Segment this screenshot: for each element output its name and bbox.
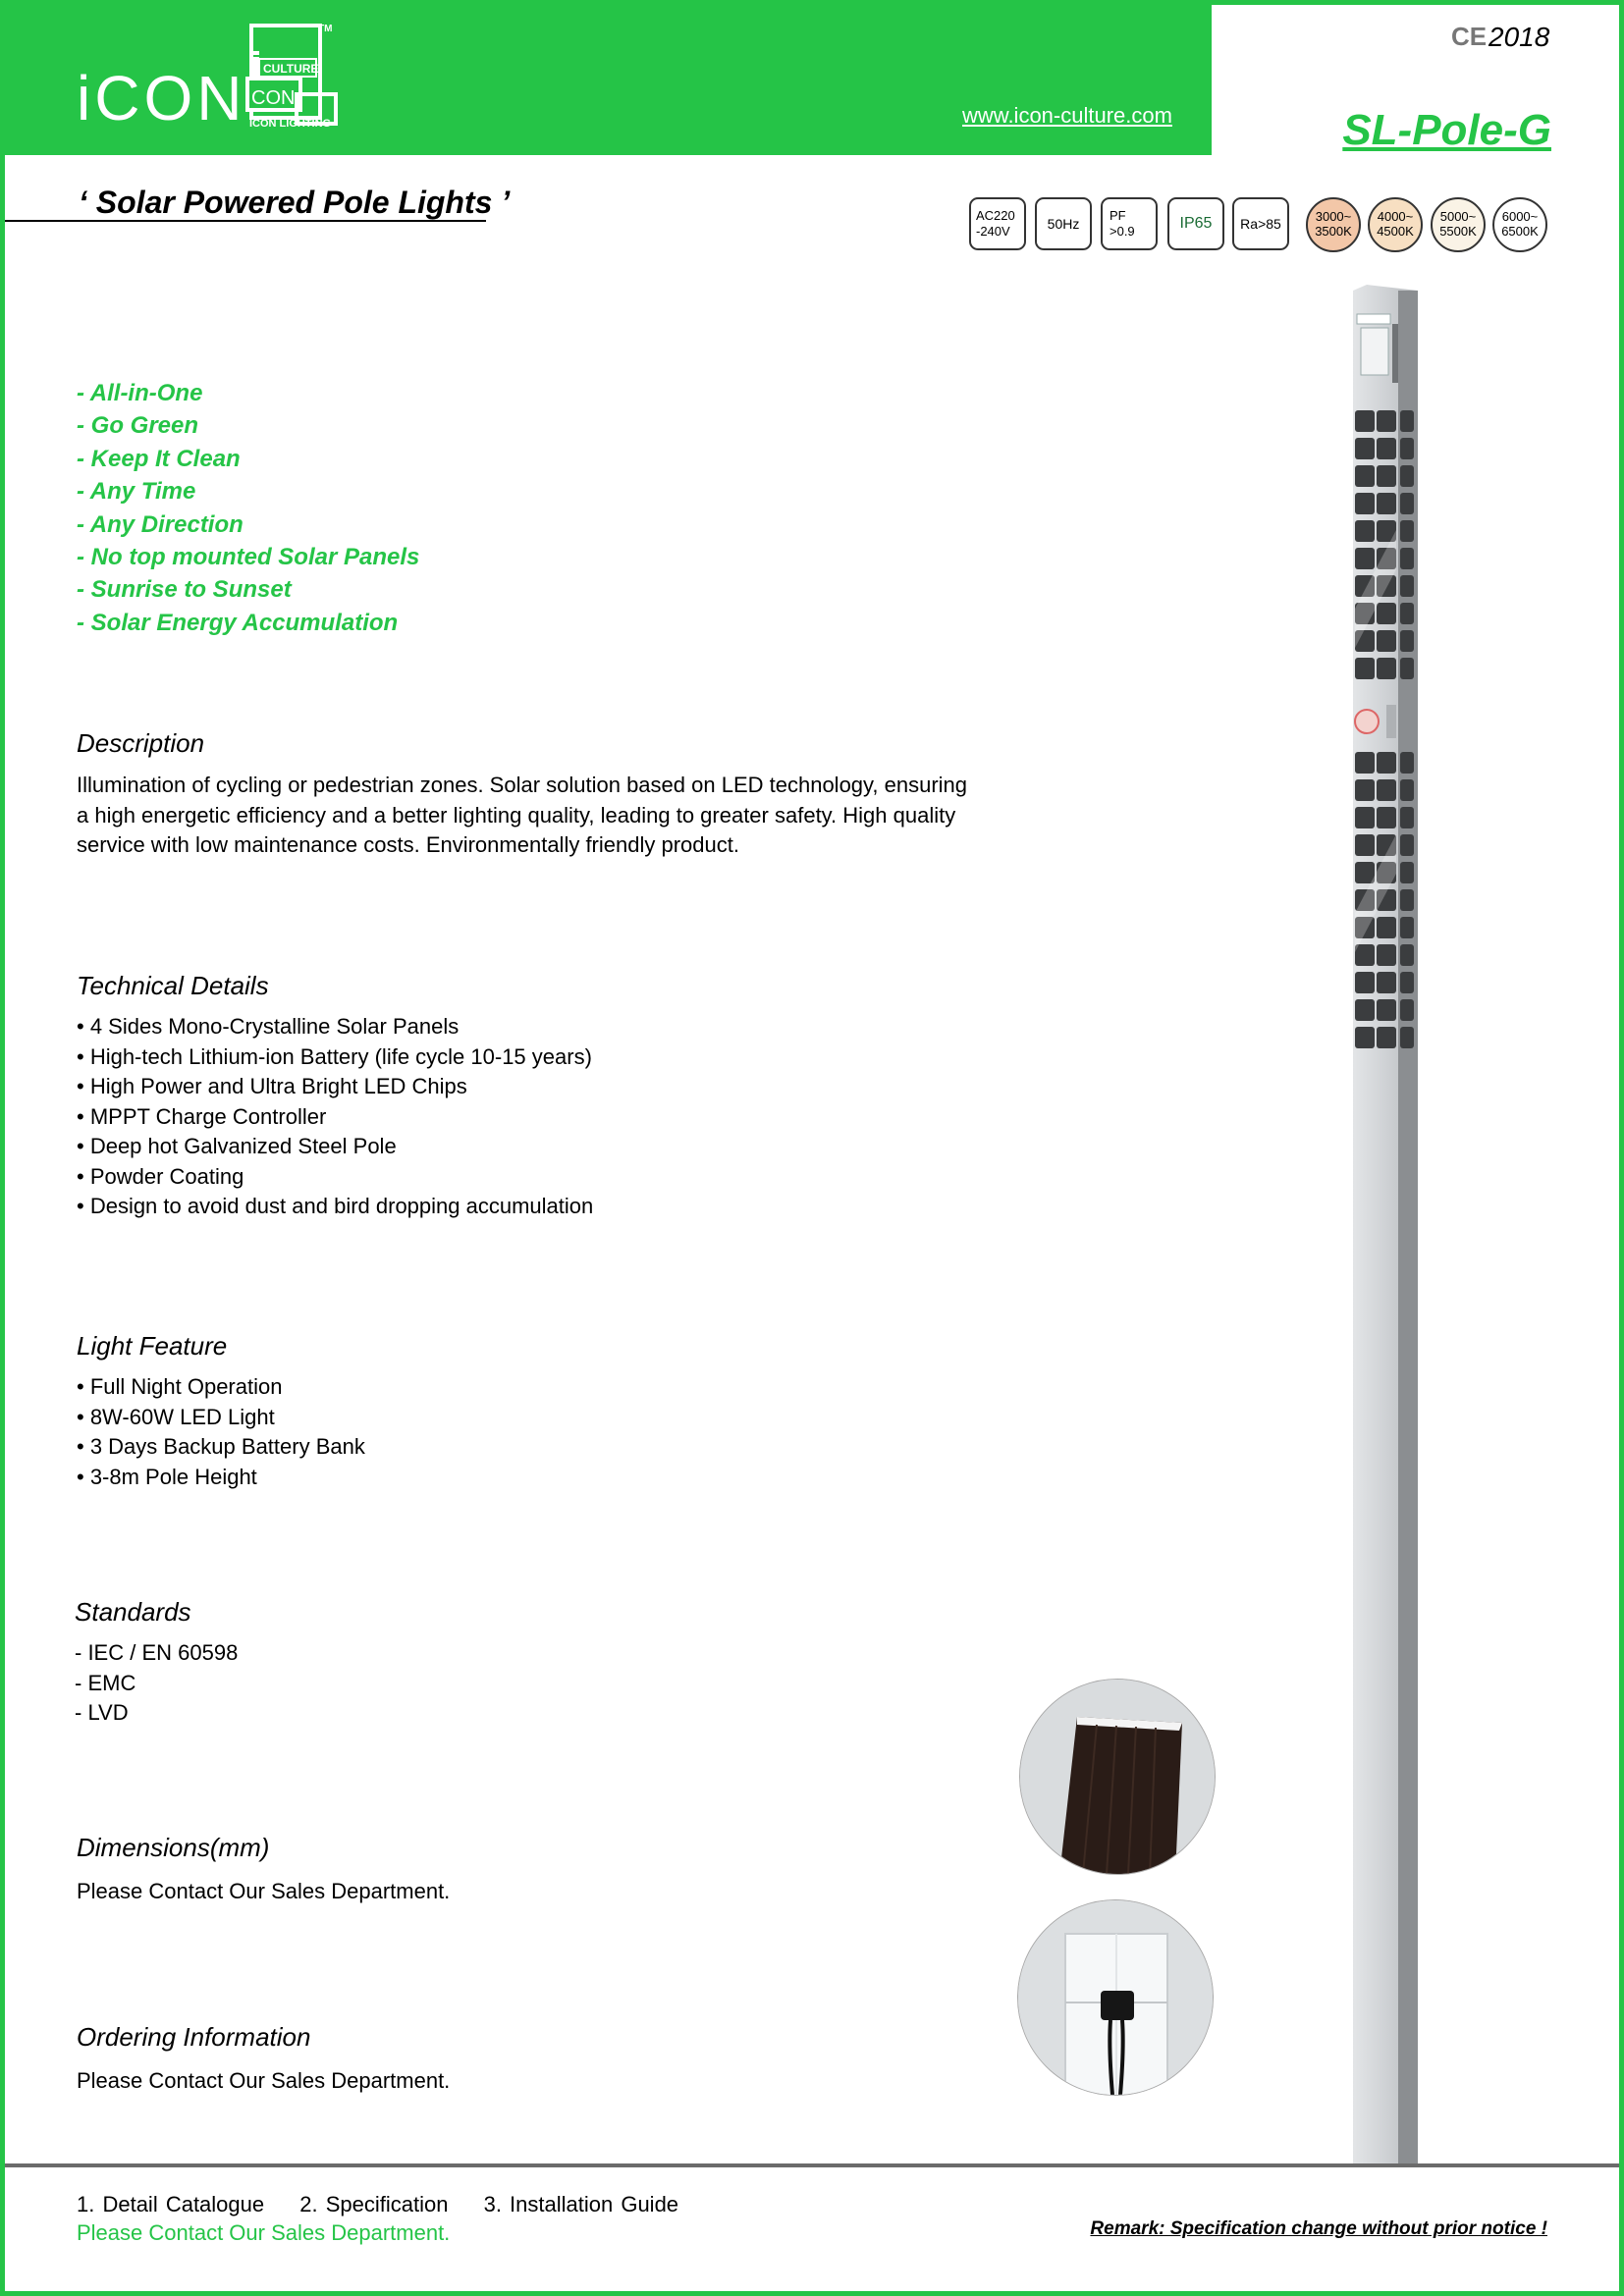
standards-list xyxy=(75,1638,238,1729)
list-item: • Powder Coating xyxy=(77,1163,244,1189)
list-item: - LVD xyxy=(75,1700,129,1725)
spec-badge-cri xyxy=(1232,197,1289,250)
feature-item: - Keep It Clean xyxy=(77,445,241,472)
solar-pole-light-image xyxy=(1347,285,1418,2164)
cct-line: 4000~ xyxy=(1377,209,1414,225)
logo-subtitle: ICON LIGHTING xyxy=(249,118,332,130)
feature-list xyxy=(77,377,419,639)
spec-badge-label: PF >0.9 xyxy=(1110,208,1135,239)
description-line: Illumination of cycling or pedestrian zones. Solar solution based on LED technology, ensuring xyxy=(77,773,968,797)
spec-badge-label: AC220-240V xyxy=(976,208,1015,239)
brand-name: iCON xyxy=(77,63,246,133)
list-item: • High Power and Ultra Bright LED Chips xyxy=(77,1074,467,1098)
feature-item: - No top mounted Solar Panels xyxy=(77,544,420,571)
title-underline xyxy=(5,220,486,222)
icon-culture-logo xyxy=(245,22,344,132)
website-link[interactable]: www.icon-culture.com xyxy=(962,103,1172,128)
cct-line: 5000~ xyxy=(1439,209,1477,225)
cct-line: 3500K xyxy=(1315,224,1352,239)
ordering-heading: Ordering Information xyxy=(77,2022,311,2052)
technical-list xyxy=(77,1012,593,1222)
cct-line: 5500K xyxy=(1439,224,1477,239)
trademark-mark: TM xyxy=(318,24,333,34)
footer-document-links xyxy=(77,2192,706,2217)
list-item: • Design to avoid dust and bird dropping accumulation xyxy=(77,1194,594,1218)
list-item: • 4 Sides Mono-Crystalline Solar Panels xyxy=(77,1014,460,1039)
list-item: • 3 Days Backup Battery Bank xyxy=(77,1434,365,1459)
page-title: ‘ Solar Powered Pole Lights ’ xyxy=(79,185,511,220)
spec-badge-label: 50Hz xyxy=(1047,215,1080,232)
list-item: - EMC xyxy=(75,1670,136,1695)
list-item: • Deep hot Galvanized Steel Pole xyxy=(77,1134,397,1158)
list-item: • 3-8m Pole Height xyxy=(77,1464,257,1489)
list-item: - IEC / EN 60598 xyxy=(75,1640,239,1665)
cct-line: 3000~ xyxy=(1315,209,1352,225)
logo-culture-text: CULTURE xyxy=(263,62,319,76)
footer-contact-text: Please Contact Our Sales Department. xyxy=(77,2220,451,2245)
specification-link[interactable]: 2. Specification xyxy=(299,2192,449,2216)
description-text xyxy=(77,771,967,861)
detail-catalogue-link[interactable]: 1. Detail Catalogue xyxy=(77,2192,265,2216)
feature-item: - Sunrise to Sunset xyxy=(77,576,292,604)
feature-item: - Any Direction xyxy=(77,510,244,538)
description-line: service with low maintenance costs. Environmentally friendly product. xyxy=(77,832,739,857)
feature-item: - Any Time xyxy=(77,478,196,506)
standards-heading: Standards xyxy=(75,1597,191,1627)
footer-divider xyxy=(5,2163,1619,2167)
installation-guide-link[interactable]: 3. Installation Guide xyxy=(483,2192,679,2216)
ce-mark-icon: CE xyxy=(1451,22,1488,51)
list-item: • Full Night Operation xyxy=(77,1374,283,1399)
junction-box-closeup-image xyxy=(1017,1899,1214,2096)
spec-badge-label: IP65 xyxy=(1179,215,1213,233)
light-feature-heading: Light Feature xyxy=(77,1331,228,1361)
cct-badge-5000k xyxy=(1431,197,1486,252)
cct-badge-3000k xyxy=(1306,197,1361,252)
dimensions-heading: Dimensions(mm) xyxy=(77,1833,270,1862)
spec-badge-frequency xyxy=(1035,197,1092,250)
solar-panel-closeup-image xyxy=(1019,1679,1216,1875)
spec-badge-label: Ra>85 xyxy=(1240,215,1281,232)
list-item: • MPPT Charge Controller xyxy=(77,1103,327,1129)
feature-item: - All-in-One xyxy=(77,380,203,406)
technical-heading: Technical Details xyxy=(77,971,269,1000)
list-item: • High-tech Lithium-ion Battery (life cycle 10-15 years) xyxy=(77,1043,592,1069)
logo-con-text: CON xyxy=(251,87,296,109)
catalog-year: 2018 xyxy=(1489,22,1550,52)
ordering-text: Please Contact Our Sales Department. xyxy=(77,2068,451,2093)
model-name: SL-Pole-G xyxy=(1342,106,1551,154)
feature-item: - Solar Energy Accumulation xyxy=(77,609,399,636)
dimensions-text: Please Contact Our Sales Department. xyxy=(77,1879,451,1903)
light-feature-list xyxy=(77,1372,365,1492)
spec-badge-power-factor xyxy=(1101,197,1158,250)
description-line: a high energetic efficiency and a better lighting quality, leading to greater safety. High quality xyxy=(77,802,956,828)
cct-line: 4500K xyxy=(1377,224,1414,239)
cct-line: 6000~ xyxy=(1501,209,1539,225)
remark-text: Remark: Specification change without prior notice ! xyxy=(1090,2218,1547,2239)
cct-badge-4000k xyxy=(1368,197,1423,252)
cct-badge-6000k xyxy=(1492,197,1547,252)
list-item: • 8W-60W LED Light xyxy=(77,1404,275,1429)
description-heading: Description xyxy=(77,728,205,758)
spec-badge-voltage xyxy=(969,197,1026,250)
feature-item: - Go Green xyxy=(77,412,199,440)
cct-line: 6500K xyxy=(1501,224,1539,239)
spec-badge-ip-rating xyxy=(1167,197,1224,250)
